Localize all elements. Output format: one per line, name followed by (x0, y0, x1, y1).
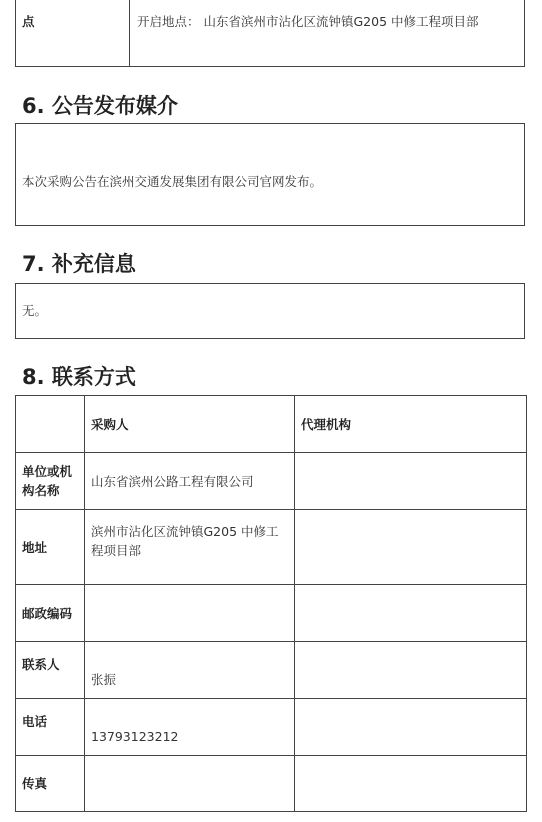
agency-value (295, 453, 527, 510)
row-label: 单位或机构名称 (16, 453, 85, 510)
supplementary-info-box (15, 283, 525, 339)
opening-location-label-cell (16, 0, 130, 66)
table-header-row (16, 396, 527, 453)
purchaser-value (85, 642, 295, 699)
purchaser-value: 山东省滨州公路工程有限公司 (85, 453, 295, 510)
table-row (16, 453, 527, 510)
purchaser-value (85, 699, 295, 756)
purchaser-value (85, 585, 295, 642)
row-label-text: 联系人 (22, 656, 60, 672)
purchaser-value (85, 510, 295, 585)
table-row (16, 642, 527, 699)
purchaser-value (85, 756, 295, 812)
section-6-title: 6. 公告发布媒介 (22, 94, 178, 118)
purchaser-address-text: 滨州市沾化区流钟镇G205 中修工程项目部 (91, 524, 279, 558)
section-8-title: 8. 联系方式 (22, 365, 136, 389)
header-cell-agency: 代理机构 (295, 396, 527, 453)
agency-value (295, 642, 527, 699)
table-row (16, 510, 527, 585)
supplementary-info-text: 无。 (22, 303, 48, 318)
row-label (16, 642, 85, 699)
row-label: 地址 (16, 510, 85, 585)
opening-location-row (15, 0, 525, 67)
header-cell-purchaser: 采购人 (85, 396, 295, 453)
announcement-media-box (15, 123, 525, 226)
header-cell-empty (16, 396, 85, 453)
row-label (16, 699, 85, 756)
agency-value (295, 585, 527, 642)
table-row (16, 699, 527, 756)
row-label: 传真 (16, 756, 85, 812)
opening-location-label: 点 (22, 14, 35, 29)
table-row (16, 756, 527, 812)
contact-table (15, 395, 527, 812)
purchaser-phone-text: 13793123212 (91, 728, 179, 744)
agency-value (295, 699, 527, 756)
announcement-media-text: 本次采购公告在滨州交通发展集团有限公司官网发布。 (22, 174, 323, 189)
section-7-title: 7. 补充信息 (22, 252, 136, 276)
purchaser-contact-text: 张振 (91, 671, 117, 687)
opening-location-value: 开启地点： 山东省滨州市沾化区流钟镇G205 中修工程项目部 (137, 14, 479, 29)
agency-value (295, 510, 527, 585)
agency-value (295, 756, 527, 812)
row-label-text: 电话 (22, 713, 48, 729)
table-row (16, 585, 527, 642)
row-label: 邮政编码 (16, 585, 85, 642)
